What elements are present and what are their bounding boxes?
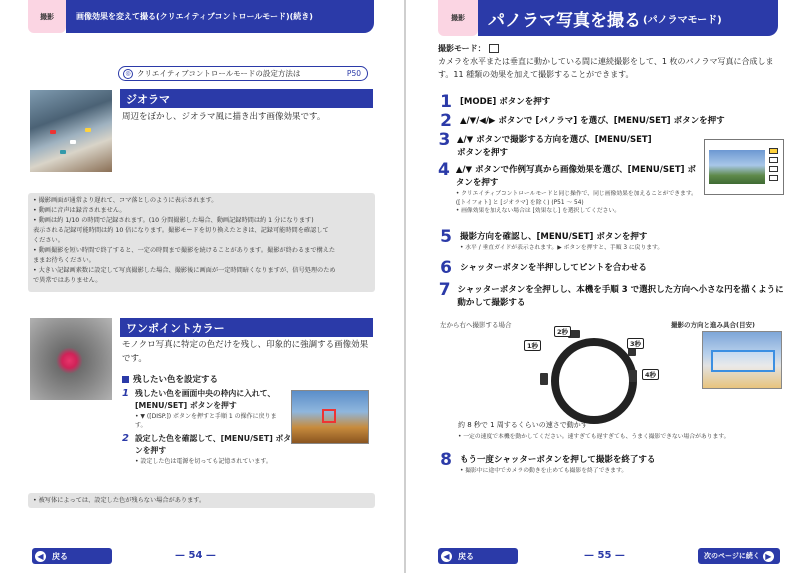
speed-note: • 一定の速度で本機を動かしてください。速すぎても遅すぎても、うまく撮影できない場合があります。 <box>458 434 730 440</box>
step-sub: • 画像効果を加えない場合は [効果なし] を選択してください。 <box>455 208 621 214</box>
step-text: 設定した色を確認して、[MENU/SET] ボタンを押す <box>134 434 292 455</box>
diorama-title: ジオラマ <box>120 89 373 108</box>
note-line: 表示される記録可能時間は約 10 倍になります。撮影モードを切り換えたときは、記録可能時間を確認して <box>33 227 329 234</box>
diagram-caption-left: 左から右へ撮影する場合 <box>440 321 512 329</box>
step-sub: • ▼ ([DISP.]) ボタンを押すと手順 1 の操作に戻ります。 <box>134 413 277 429</box>
step-number: 7 <box>438 280 451 300</box>
header-tag: 撮影 <box>438 0 478 36</box>
step-number: 2 <box>440 111 452 131</box>
onepoint-step-1 <box>122 388 288 430</box>
onepoint-photo <box>30 318 112 400</box>
menu-icon <box>769 157 778 163</box>
page-number: — 55 — <box>584 550 625 561</box>
step-text: 撮影方向を確認し、[MENU/SET] ボタンを押す <box>460 232 648 242</box>
panorama-mode-icon <box>489 44 499 53</box>
speed-text: 約 8 秒で 1 周するくらいの速さで動かす <box>458 421 588 429</box>
onepoint-title: ワンポイントカラー <box>120 318 373 337</box>
step-number: 5 <box>440 227 452 247</box>
target-frame-icon <box>322 409 336 423</box>
step-3 <box>438 130 658 160</box>
menu-icon <box>769 148 778 154</box>
back-button[interactable] <box>438 548 518 564</box>
arrow-right-icon: ▶ <box>763 551 774 562</box>
note-line: • 動画は約 1/10 の時間で記録されます。(10 分間撮影した場合、動画記録時間は約 1 分になります) <box>33 217 314 224</box>
step-number: 3 <box>438 130 451 150</box>
header-title: 画像効果を変えて撮る(クリエイティブコントロールモード)(続き) <box>66 0 374 33</box>
note-line: ままお待ちください。 <box>33 257 95 264</box>
step-2 <box>438 111 788 131</box>
rotation-circle <box>551 338 637 424</box>
menu-icon <box>769 175 778 181</box>
note-line: • 撮影画面が通常より遅れて、コマ落としのように表示されます。 <box>33 197 218 204</box>
step-4 <box>438 160 700 216</box>
step-text: 残したい色を画面中央の枠内に入れて、[MENU/SET] ボタンを押す <box>134 389 276 410</box>
step-text: もう一度シャッターボタンを押して撮影を終了する <box>460 455 656 465</box>
step-number: 1 <box>122 388 129 399</box>
next-page-button[interactable] <box>698 548 780 564</box>
back-label: 戻る <box>52 551 68 561</box>
intro-text: カメラを水平または垂直に動かしている間に連続撮影をして、1 枚のパノラマ写真に合成します。11 種類の効果を加えて撮影することができます。 <box>438 57 774 79</box>
note-line: で異常ではありません。 <box>33 277 102 284</box>
page-number: — 54 — <box>175 550 216 561</box>
page-54 <box>0 0 404 573</box>
onepoint-step-2 <box>122 433 292 466</box>
onepoint-body: モノクロ写真に特定の色だけを残し、印象的に強調する画像効果です。 <box>122 340 369 364</box>
step-number: 8 <box>440 450 452 470</box>
step-text: ▲/▼/◀/▶ ボタンで [パノラマ] を選び、[MENU/SET] ボタンを押す <box>460 116 725 126</box>
step-5 <box>438 227 788 253</box>
diorama-notes <box>28 193 375 292</box>
header-tag: 撮影 <box>28 0 66 33</box>
step-sub: • 水平 / 垂直ガイドが表示されます。▶ ボタンを押すと、手順 3 に戻ります。 <box>460 245 664 251</box>
header-title <box>478 0 778 36</box>
step-sub: • 設定した色は電源を切っても記憶されています。 <box>134 458 272 465</box>
reference-text: クリエイティブコントロールモードの設定方法は <box>137 69 301 78</box>
lcd-screen <box>709 150 765 184</box>
step-sub: • 撮影中に途中でカメラの動きを止めても撮影を終了できます。 <box>460 468 628 474</box>
header-subtitle: (パノラマモード) <box>643 14 722 26</box>
square-bullet-icon <box>122 376 129 383</box>
panorama-progress-preview <box>702 331 782 389</box>
time-tag: 2秒 <box>554 326 571 337</box>
menu-icon <box>769 166 778 172</box>
note-line: • 被写体によっては、設定した色が残らない場合があります。 <box>33 497 206 504</box>
time-tag: 3秒 <box>627 338 644 349</box>
step-1 <box>438 92 788 112</box>
reference-link[interactable]: P50 <box>346 69 361 78</box>
tulip-preview-photo <box>291 390 369 444</box>
arrow-left-icon: ◀ <box>441 551 452 562</box>
diagram-caption-right: 撮影の方向と進み具合(目安) <box>671 321 755 329</box>
step-number: 6 <box>440 258 452 278</box>
onepoint-subhead <box>122 373 218 385</box>
step-6 <box>438 258 788 278</box>
mode-label-text: 撮影モード： <box>438 44 486 53</box>
camera-lcd-preview <box>704 139 784 195</box>
step-8 <box>438 450 788 476</box>
step-sub: • クリエイティブコントロールモードと同じ操作で、同じ画像効果を加えることができます。([トイフォト] と [ジオラマ] を除く) (P51 〜 54) <box>455 191 697 206</box>
note-line: ください。 <box>33 237 64 244</box>
back-button[interactable] <box>32 548 112 564</box>
camera-icon <box>540 373 548 385</box>
next-label: 次のページに続く <box>704 552 760 560</box>
step-number: 2 <box>122 433 129 444</box>
arrow-left-icon: ◀ <box>35 551 46 562</box>
step-number: 1 <box>440 92 452 112</box>
camera-icon <box>629 370 637 382</box>
page-55 <box>406 0 809 573</box>
reference-pill[interactable] <box>118 66 368 81</box>
back-label: 戻る <box>458 551 474 561</box>
step-text: シャッターボタンを全押しし、本機を手順 3 で選択した方向へ小さな円を描くように動かして撮影する <box>457 285 784 308</box>
header-title-text: パノラマ写真を撮る <box>488 10 641 31</box>
mode-label <box>438 42 499 55</box>
onepoint-note <box>28 493 375 508</box>
note-line: • 大きい記録画素数に設定して写真撮影した場合、撮影後に画面が一定時間暗くなりますが、信号処理のため <box>33 267 336 274</box>
mode-dial-icon: ◎ <box>123 69 133 79</box>
time-tag: 1秒 <box>524 340 541 351</box>
progress-band <box>711 350 775 372</box>
step-number: 4 <box>438 160 450 180</box>
step-7 <box>438 280 788 310</box>
step-text: ▲/▼ ボタンで撮影する方向を選び、[MENU/SET] ボタンを押す <box>456 135 652 158</box>
diorama-photo <box>30 90 112 172</box>
step-text: ▲/▼ ボタンで作例写真から画像効果を選び、[MENU/SET] ボタンを押す <box>455 165 696 188</box>
note-line: • 動画に音声は録音されません。 <box>33 207 126 214</box>
step-text: シャッターボタンを半押ししてピントを合わせる <box>460 263 647 273</box>
subhead-text: 残したい色を設定する <box>133 375 219 385</box>
note-line: • 動画撮影を短い時間で終了すると、一定の時間まで撮影を続けることがあります。撮影が終わるまで構えた <box>33 247 336 254</box>
time-tag: 4秒 <box>642 369 659 380</box>
diorama-body: 周辺をぼかし、ジオラマ風に描き出す画像効果です。 <box>122 112 326 122</box>
step-text: [MODE] ボタンを押す <box>460 97 551 107</box>
